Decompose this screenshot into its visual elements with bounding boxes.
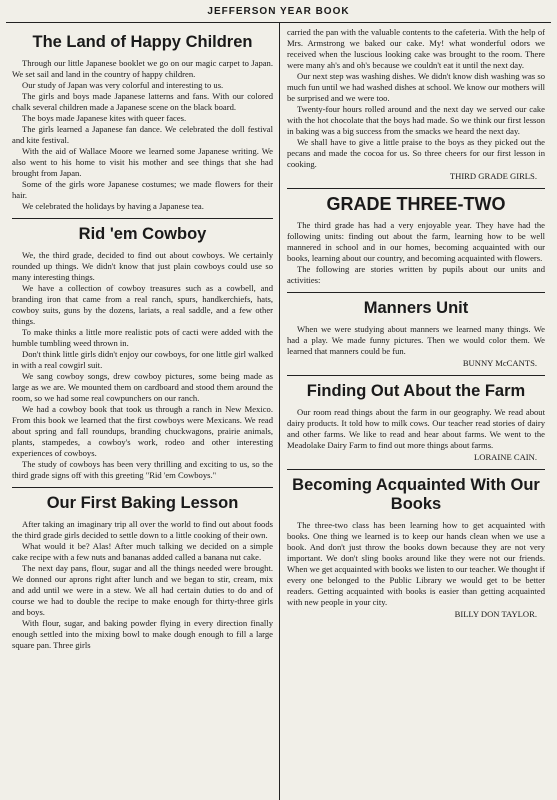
article-paragraph: We shall have to give a little praise to the boys as they picked out the pecans and made the cocoa for us. So three cheers for our first lesson in cooking. (287, 137, 545, 169)
column-divider (279, 22, 280, 800)
article-signature: LORAINE CAIN. (473, 452, 537, 462)
article-paragraph: Our next step was washing dishes. We didn't know dish washing was so much fun until we had washed dishes at school. We know our mothers will be surprised and we were too. (287, 71, 545, 103)
article-paragraph: Some of the girls wore Japanese costumes; we made flowers for their hair. (12, 179, 273, 200)
page-header: JEFFERSON YEAR BOOK (207, 6, 350, 17)
article-finding-out-about-the-farm (287, 382, 545, 463)
article-title: Manners Unit (363, 299, 469, 317)
grade-title: GRADE THREE-TWO (326, 194, 506, 214)
article-paragraph: We had a cowboy book that took us through a ranch in New Mexico. From this book we learned that the first cowboys were Mexicans. We read about spring and fall roundups, branding chuckwagons, prairie animals, plants, stampedes, a cowboy's work, rodeo and other interesting experiences of cowboys. (12, 404, 273, 458)
article-paragraph: When we were studying about manners we learned many things. We had a play. We made funny pictures. Then we would color them. We learned that manners could be fun. (287, 324, 545, 356)
article-paragraph: We have a collection of cowboy treasures such as a cowbell, and branding iron that came from a real ranch, spurs, handkerchiefs, hats, cowboy suits, guns by the dozens, lariats, a real saddle, and a few other things. (12, 283, 273, 326)
left-column (12, 27, 273, 655)
article-paragraph: We sang cowboy songs, drew cowboy pictures, some being made as large as we are. We mounted them on cardboard and stood them around the room, so we had some real cowpunchers on our ranch. (12, 371, 273, 403)
article-paragraph: The girls learned a Japanese fan dance. We celebrated the doll festival and kite festival. (12, 124, 273, 145)
article-paragraph: The three-two class has been learning how to get acquainted with books. One thing we learned is to keep our hands clean when we use a book. And don't just throw the books down because they are not very important. We don't sling books around like they were not our friends. When we get acquainted with books we listen to our teacher. We thought if every one belonged to the Public Library we would get to be better readers. Getting acquainted with books is easier than getting acquainted with new people in your city. (287, 520, 545, 607)
section-divider (287, 375, 545, 376)
article-paragraph: With the aid of Wallace Moore we learned some Japanese writing. We also went to his home to visit his mother and see things that she had brought from Japan. (12, 146, 273, 178)
article-paragraph: Twenty-four hours rolled around and the next day we served our cake with the hot chocolate that the boys had made. So we think our first lesson in baking was a big success from the smacks we heard the next day. (287, 104, 545, 136)
article-paragraph: After taking an imaginary trip all over the world to find out about foods the third grade girls decided to settle down to a little cooking of their own. (12, 519, 273, 540)
article-title: The Land of Happy Children (32, 33, 253, 51)
article-first-baking-lesson (12, 494, 273, 651)
article-signature: THIRD GRADE GIRLS. (449, 171, 537, 181)
article-signature: BILLY DON TAYLOR. (454, 609, 537, 619)
article-title: Our First Baking Lesson (46, 494, 239, 512)
article-paragraph: With flour, sugar, and baking powder flying in every direction finally enough settled into the mixing bowl to make dough enough to fill a large square pan. Three girls (12, 618, 273, 650)
article-rid-em-cowboy (12, 225, 273, 481)
article-paragraph: The third grade has had a very enjoyable year. They have had the following units: finding out about the farm, learning how to be well mannered in school and in our homes, becoming acquainted with our books, learning about our country, and becoming acquainted with flowers. (287, 220, 545, 263)
article-land-of-happy-children (12, 33, 273, 212)
article-paragraph: Our study of Japan was very colorful and interesting to us. (22, 80, 224, 90)
article-paragraph: Don't think little girls didn't enjoy our cowboys, for one little girl walked in with a real cowgirl suit. (12, 349, 273, 370)
article-paragraph: We, the third grade, decided to find out about cowboys. We certainly rounded up things. We didn't know that just plain cowboys could use so many interesting things. (12, 250, 273, 282)
article-title: Becoming Acquainted With Our Books (292, 476, 540, 513)
article-paragraph: The girls and boys made Japanese latterns and fans. With our colored chalk several children made a Japanese scene on the black board. (12, 91, 273, 112)
article-becoming-acquainted-with-books (287, 476, 545, 620)
section-divider (287, 188, 545, 189)
article-manners-unit (287, 299, 545, 369)
article-title: Finding Out About the Farm (306, 382, 526, 400)
section-divider (287, 292, 545, 293)
section-divider (12, 487, 273, 488)
section-divider (287, 469, 545, 470)
grade-three-two-intro (287, 195, 545, 286)
section-divider (12, 218, 273, 219)
article-paragraph: The study of cowboys has been very thrilling and exciting to us, so the third grade signs off with this greeting "Rid 'em Cowboys." (12, 459, 273, 480)
article-baking-continuation (287, 27, 545, 182)
article-paragraph: We celebrated the holidays by having a Japanese tea. (22, 201, 204, 211)
article-paragraph: Our room read things about the farm in our geography. We read about dairy products. It told how to milk cows. Our teacher read stories of dairy and other farms. We like to read and hear about farms. We went to the Meadolake Dairy Farm to find out more things about farms. (287, 407, 545, 450)
article-paragraph: The boys made Japanese kites with queer faces. (22, 113, 187, 123)
article-paragraph: The next day pans, flour, sugar and all the things needed were brought. We donned our aprons right after lunch and we began to stir, cream, mix and add until we were in a stew. We all had certain duties to do and of course we had to double the recipe to make enough for thirty-three girls and boys. (12, 563, 273, 617)
article-paragraph: What would it be? Alas! After much talking we decided on a simple cake recipe with a few nuts and bananas added called a banana nut cake. (12, 541, 273, 562)
article-paragraph: Through our little Japanese booklet we go on our magic carpet to Japan. We set sail and land in the country of happy children. (12, 58, 273, 79)
article-paragraph: carried the pan with the valuable contents to the cafeteria. With the help of Mrs. Armstrong we baked our cake. My! what wonderful odors we received when the luscious looking cake was brought to the room. There were many ah's and oh's because we couldn't eat it until the next day. (287, 27, 545, 70)
article-title: Rid 'em Cowboy (78, 225, 207, 243)
article-paragraph: To make thinks a little more realistic pots of cacti were added with the humble tumbling weed thrown in. (12, 327, 273, 348)
right-column (287, 27, 545, 624)
article-signature: BUNNY McCANTS. (462, 358, 537, 368)
article-paragraph: The following are stories written by pupils about our units and activities: (287, 264, 545, 285)
